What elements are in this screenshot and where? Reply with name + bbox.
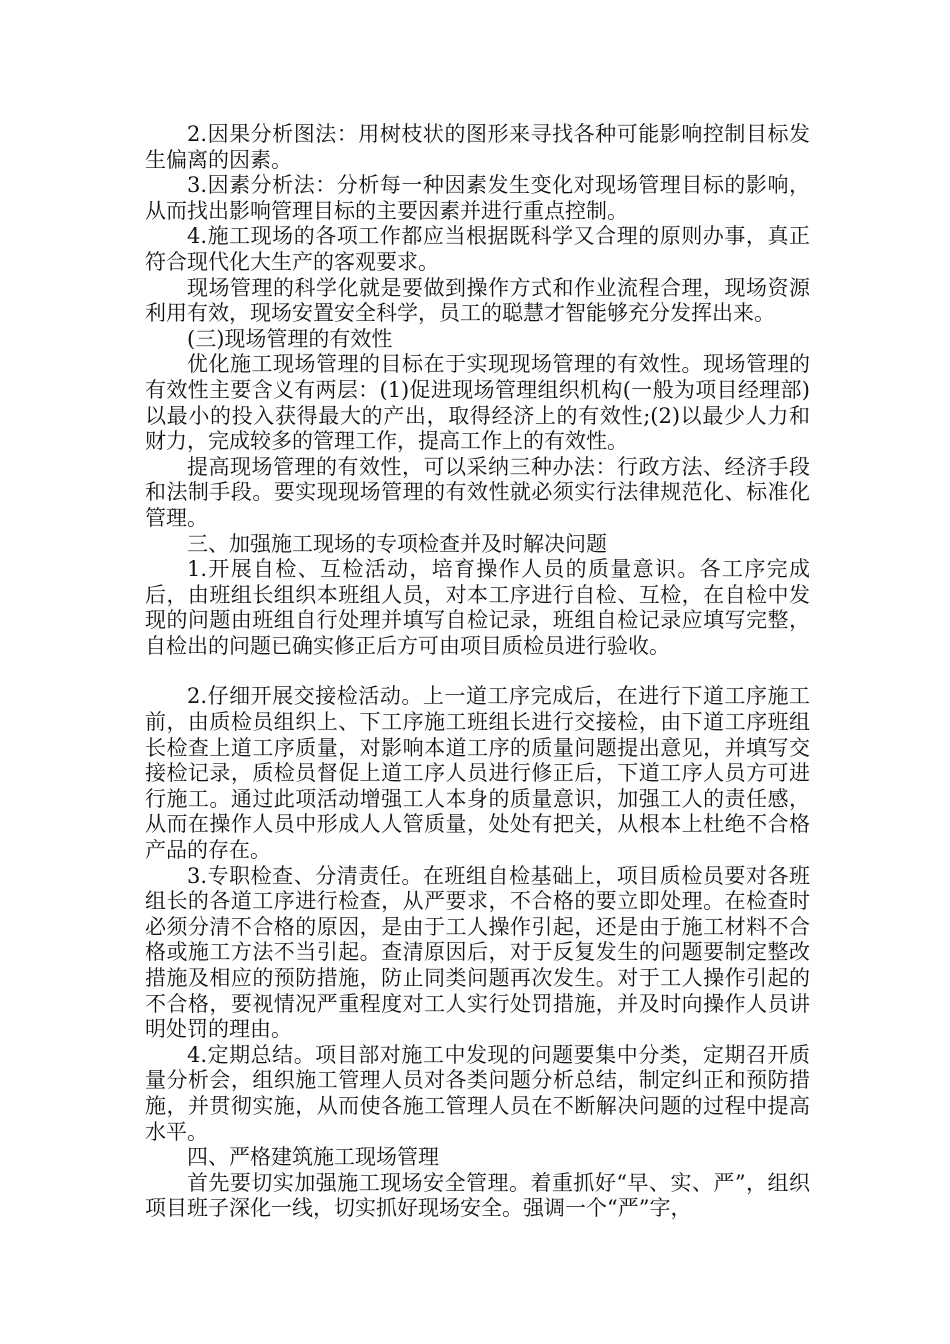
paragraph-factor-analysis: 3.因素分析法：分析每一种因素发生变化对现场管理目标的影响，从而找出影响管理目标的主要因素并进行重点控制。 [145, 173, 810, 223]
section-heading-effectiveness: (三)现场管理的有效性 [187, 326, 393, 351]
paragraph-effectiveness-goal: 优化施工现场管理的目标在于实现现场管理的有效性。现场管理的有效性主要含义有两层：(1)促进现场管理组织机构(一般为项目经理部)以最小的投入获得最大的产出，取得经济上的有效性;(2)以最少人力和财力，完成较多的管理工作，提高工作上的有效性。 [145, 352, 810, 454]
paragraph-handover-inspection: 2.仔细开展交接检活动。上一道工序完成后，在进行下道工序施工前，由质检员组织上、下工序施工班组长进行交接检，由下道工序班组长检查上道工序质量，对影响本道工序的质量问题提出意见，并填写交接检记录，质检员督促上道工序人员进行修正后，下道工序人员方可进行施工。通过此项活动增强工人本身的质量意识，加强工人的责任感，从而在操作人员中形成人人管质量，处处有把关，从根本上杜绝不合格产品的存在。 [145, 684, 810, 863]
section-heading-strict-management: 四、严格建筑施工现场管理 [187, 1145, 439, 1170]
paragraph-dedicated-inspection: 3.专职检查、分清责任。在班组自检基础上，项目质检员要对各班组长的各道工序进行检查，从严要求，不合格的要立即处理。在检查时必须分清不合格的原因，是由于工人操作引起，还是由于施工材料不合格或施工方法不当引起。查清原因后，对于反复发生的问题要制定整改措施及相应的预防措施，防止同类问题再次发生。对于工人操作引起的不合格，要视情况严重程度对工人实行处罚措施，并及时向操作人员讲明处罚的理由。 [145, 863, 810, 1042]
paragraph-site-work-principles: 4.施工现场的各项工作都应当根据既科学又合理的原则办事，真正符合现代化大生产的客观要求。 [145, 224, 810, 274]
paragraph-safety-management: 首先要切实加强施工现场安全管理。着重抓好“早、实、严”，组织项目班子深化一线，切实抓好现场安全。强调一个“严”字， [145, 1170, 810, 1221]
paragraph-effectiveness-methods: 提高现场管理的有效性，可以采纳三种办法：行政方法、经济手段和法制手段。要实现现场管理的有效性就必须实行法律规范化、标准化管理。 [145, 454, 810, 530]
paragraph-regular-summary: 4.定期总结。项目部对施工中发现的问题要集中分类，定期召开质量分析会，组织施工管理人员对各类问题分析总结，制定纠正和预防措施，并贯彻实施，从而使各施工管理人员在不断解决问题的过程中提高水平。 [145, 1042, 810, 1144]
section-heading-special-inspection: 三、加强施工现场的专项检查并及时解决问题 [187, 531, 607, 556]
paragraph-cause-analysis-diagram: 2.因果分析图法：用树枝状的图形来寻找各种可能影响控制目标发生偏离的因素。 [145, 122, 810, 172]
document-page [145, 122, 810, 1222]
paragraph-self-inspection: 1.开展自检、互检活动，培育操作人员的质量意识。各工序完成后，由班组长组织本班组人员，对本工序进行自检、互检，在自检中发现的问题由班组自行处理并填写自检记录，班组自检记录应填写完整，自检出的问题已确实修正后方可由项目质检员进行验收。 [145, 557, 810, 658]
paragraph-scientific-management: 现场管理的科学化就是要做到操作方式和作业流程合理，现场资源利用有效，现场安置安全科学，员工的聪慧才智能够充分发挥出来。 [145, 275, 810, 326]
